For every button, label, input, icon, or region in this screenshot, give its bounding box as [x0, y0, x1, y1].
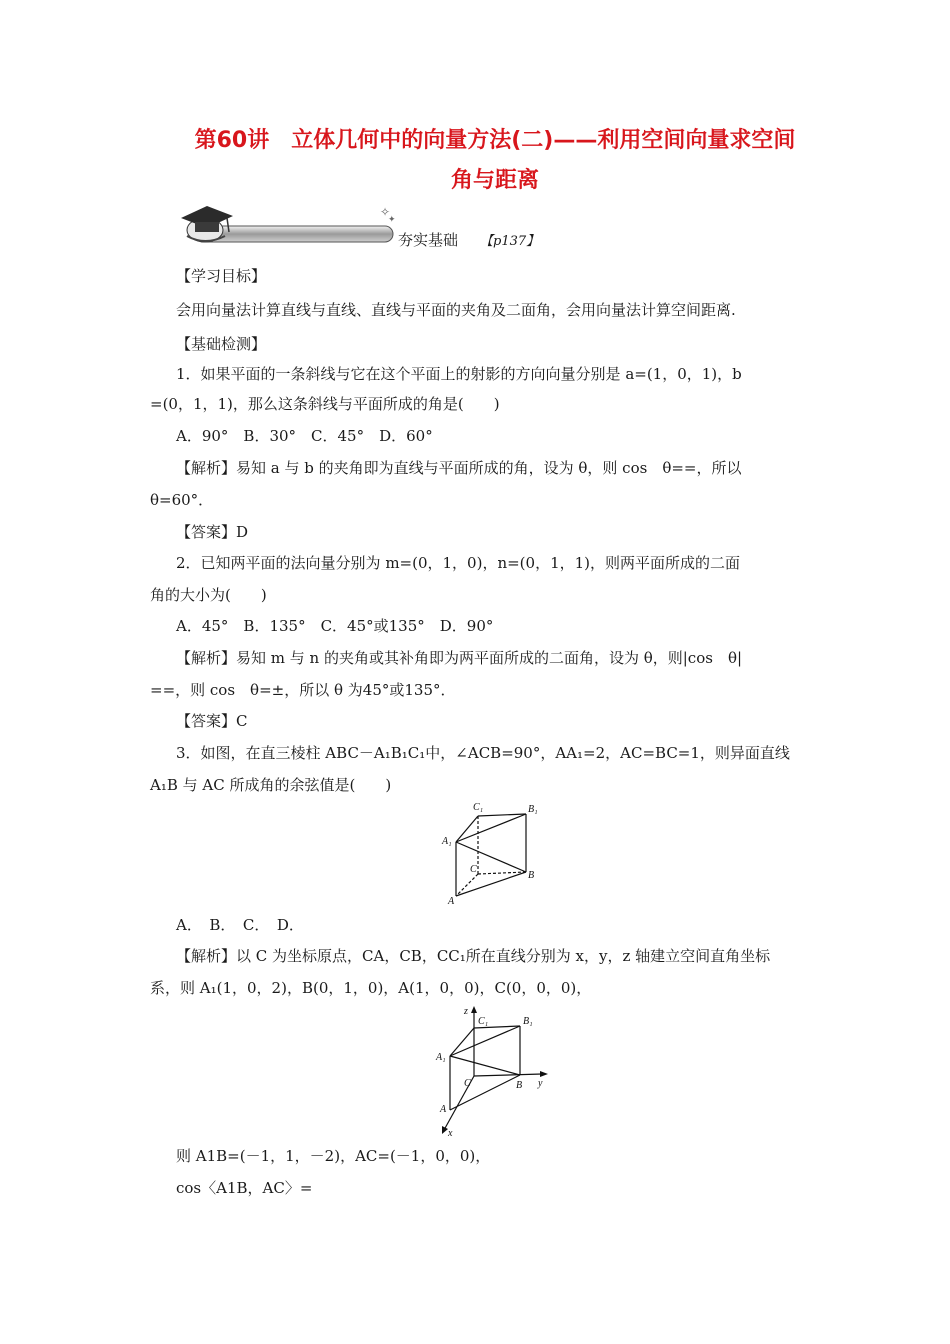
label-b: B	[528, 870, 535, 881]
q1-analysis-line-2: θ=60°．	[150, 491, 214, 509]
goals-text: 会用向量法计算直线与直线、直线与平面的夹角及二面角，会用向量法计算空间距离.	[176, 301, 736, 319]
label-b1: B₁	[523, 1016, 533, 1027]
label-x: x	[448, 1128, 453, 1139]
edge-a1-b1	[456, 814, 526, 842]
q1-options: A．90° B．30° C．45° D．60°	[176, 427, 433, 445]
title-line-2: 角与距离	[450, 168, 539, 193]
q3-analysis-line-1: 【解析】以 C 为坐标原点，CA，CB，CC₁所在直线分别为 x，y，z 轴建立空间直角坐标	[176, 947, 771, 965]
label-c1: C₁	[473, 802, 484, 813]
label-a1: A₁	[442, 836, 452, 847]
edge-a1-b1	[450, 1026, 520, 1056]
goals-heading: 【学习目标】	[176, 267, 267, 285]
label-a: A	[448, 896, 455, 907]
label-b: B	[516, 1080, 523, 1091]
q3-result-line-1: 则 A1B=(－1，1，－2)，AC=(－1，0，0)，	[176, 1147, 491, 1165]
edge-c1-b1	[478, 814, 526, 816]
page-reference: 【p137】	[480, 234, 540, 249]
y-axis	[474, 1074, 542, 1076]
svg-text:✧: ✧	[380, 205, 391, 219]
label-y: y	[538, 1078, 543, 1089]
prism-figure	[440, 798, 550, 908]
label-c1: C₁	[478, 1016, 489, 1027]
prism-axes-figure	[430, 1004, 560, 1140]
q1-stem-line-2: =(0，1，1)，那么这条斜线与平面所成的角是( )	[150, 395, 500, 413]
q2-analysis-line-2: ==，则 cos θ=±，所以 θ 为45°或135°．	[150, 681, 456, 699]
q2-answer: 【答案】C	[176, 712, 248, 730]
edge-c1-a1	[450, 1028, 474, 1056]
q1-analysis-line-1: 【解析】易知 a 与 b 的夹角即为直线与平面所成的角，设为 θ，则 cos θ==，所以	[176, 459, 742, 477]
q1-stem-line-1: 1．如果平面的一条斜线与它在这个平面上的射影的方向向量分别是 a=(1，0，1)，b	[176, 365, 742, 383]
section-title: 夯实基础	[398, 231, 459, 249]
basic-heading: 【基础检测】	[176, 335, 267, 353]
title-line-1: 第60讲 立体几何中的向量方法(二)——利用空间向量求空间	[194, 128, 796, 153]
label-c: C	[470, 864, 477, 875]
label-z: z	[464, 1006, 468, 1017]
q3-stem-line-1: 3．如图，在直三棱柱 ABC－A₁B₁C₁中，∠ACB=90°，AA₁=2，AC=BC=1，则异面直线	[176, 744, 790, 762]
edge-c-b	[478, 872, 526, 874]
edge-a-b	[456, 872, 526, 896]
section-banner	[398, 230, 539, 252]
q2-analysis-line-1: 【解析】易知 m 与 n 的夹角或其补角即为两平面所成的二面角，设为 θ，则|cos θ|	[176, 649, 743, 667]
q3-result-line-2: cos〈A1B，AC〉=	[176, 1179, 313, 1197]
svg-text:✦: ✦	[388, 215, 396, 225]
q2-options: A．45° B．135° C．45°或135° D．90°	[176, 617, 494, 635]
label-b1: B₁	[528, 804, 538, 815]
label-a1: A₁	[436, 1052, 446, 1063]
diagonal-a1-b	[450, 1056, 520, 1075]
graduation-cap-banner-icon	[175, 196, 405, 248]
q2-stem-line-2: 角的大小为( )	[150, 586, 267, 604]
q3-analysis-line-2: 系，则 A₁(1，0，2)，B(0，1，0)，A(1，0，0)，C(0，0，0)，	[150, 979, 592, 997]
diagonal-a1-b	[456, 842, 526, 872]
y-axis-arrow-icon	[540, 1071, 548, 1077]
label-a: A	[440, 1104, 447, 1115]
edge-a-b	[450, 1075, 523, 1110]
z-axis-arrow-icon	[471, 1006, 477, 1013]
q3-stem-line-2: A₁B 与 AC 所成角的余弦值是( )	[150, 776, 392, 794]
q3-options: A． B． C． D．	[176, 916, 304, 934]
label-c: C	[464, 1078, 471, 1089]
q1-answer: 【答案】D	[176, 523, 249, 541]
q2-stem-line-1: 2．已知两平面的法向量分别为 m=(0，1，0)，n=(0，1，1)，则两平面所成的二面	[176, 554, 741, 572]
